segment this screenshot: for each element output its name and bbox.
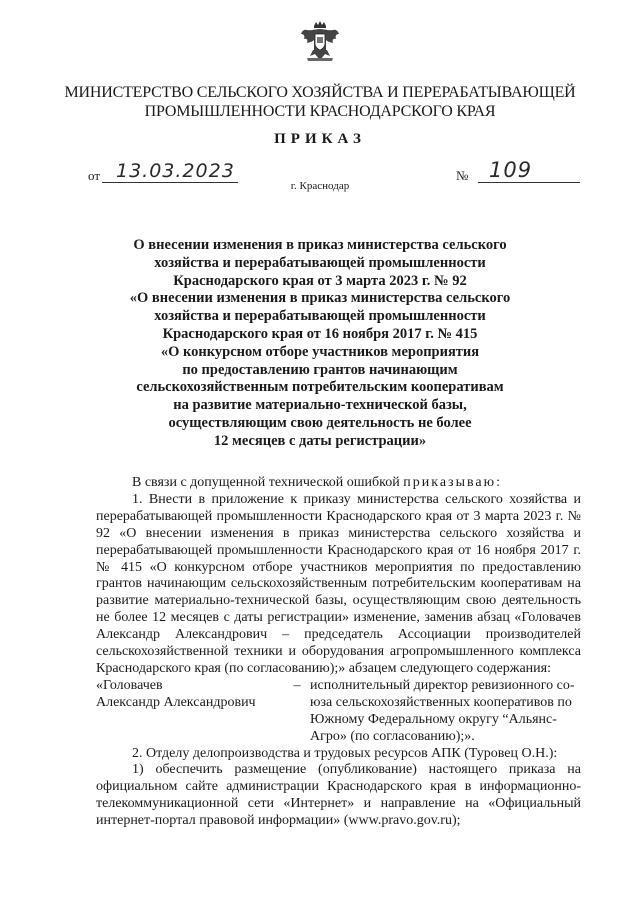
heading-line: Краснодарского края от 16 ноября 2017 г. № 415 — [162, 325, 478, 342]
representative-name-line-2: Александр Александрович — [96, 694, 256, 710]
ministry-line-2: ПРОМЫШЛЕННОСТИ КРАСНОДАРСКОГО КРАЯ — [144, 103, 496, 120]
role-line: Агро» (по согласованию);». — [310, 728, 475, 744]
heading-line: 12 месяцев с даты регистрации» — [213, 432, 427, 449]
role-line: юза сельскохозяйственных кооперативов по — [310, 694, 572, 710]
heading-line: хозяйства и перерабатывающей промышленности — [154, 254, 486, 271]
item-2-paragraph: 2. Отделу делопроизводства и трудовых ресурсов АПК (Туровец О.Н.): — [132, 745, 558, 761]
heading-line: хозяйства и перерабатывающей промышленности — [154, 308, 486, 325]
heading-line: «О внесении изменения в приказ министерства сельского — [129, 290, 511, 307]
representative-role — [310, 678, 581, 746]
heading-line: Краснодарского края от 3 марта 2023 г. № 92 — [173, 272, 467, 289]
role-line: исполнительный директор ревизионного со- — [310, 677, 575, 693]
number-value: 109 — [489, 158, 533, 182]
ministry-line-1: МИНИСТЕРСТВО СЕЛЬСКОГО ХОЗЯЙСТВА И ПЕРЕРАБАТЫВАЮЩЕЙ — [64, 84, 576, 101]
order-body — [96, 475, 581, 830]
number-prefix: № — [456, 168, 469, 183]
heading-line: «О конкурсном отборе участников мероприятия — [160, 343, 480, 360]
date-prefix: от — [88, 168, 101, 183]
heading-line: сельскохозяйственным потребительским кооперативам — [136, 379, 504, 396]
city: г. Краснодар — [290, 180, 350, 192]
intro-colon: : — [496, 475, 500, 490]
date-value: 13.03.2023 — [116, 160, 235, 182]
representative-dash: – — [293, 677, 301, 693]
heading-line: по предоставлению грантов начинающим — [182, 361, 458, 378]
coat-of-arms-icon — [299, 20, 341, 64]
ministry-name — [60, 83, 580, 121]
heading-line: О внесении изменения в приказ министерства сельского — [133, 237, 507, 253]
role-line: Южному Федеральному округу “Альянс- — [310, 711, 557, 727]
heading-line: осуществляющим свою деятельность не более — [168, 414, 472, 431]
intro-paragraph — [96, 475, 581, 492]
item-1-paragraph: 1. Внести в приложение к приказу министерства сельского хозяйства и перерабатывающей промышленности Краснодарского края от 3 марта 2023 г. № 92 «О внесении изменения в приказ министерства сельского хозяйства и перерабатывающей промышленности Краснодарского края от 16 ноября 2017 г. № 415 «О конкурсном отборе участников мероприятия по предоставлению грантов начинающим сельскохозяйственным потребительским кооперативам на развитие материально-технической базы, осуществляющим свою деятельность не более 12 месяцев с даты регистрации» изменение, заменив абзац «Головачев Александр Александрович – председатель Ассоциации производителей сельскохозяйственной техники и оборудования агропромышленного комплекса Краснодарского края (по согласованию);» абзацем следующего содержания: — [96, 491, 581, 676]
intro-text: В связи с допущенной технической ошибкой — [132, 475, 404, 490]
representative-entry — [96, 678, 581, 746]
item-2-1-paragraph: 1) обеспечить размещение (опубликование) настоящего приказа на официальном сайте администрации Краснодарского края в информационно-телекоммуникационной сети «Интернет» и направление на «Официальный интернет-портал правовой информации» (www.pravo.gov.ru); — [96, 762, 581, 829]
intro-command: приказываю — [403, 475, 497, 490]
representative-name-line-1: «Головачев — [96, 677, 163, 693]
representative-name — [96, 678, 284, 746]
order-title: ПРИКАЗ — [274, 131, 366, 147]
order-heading — [80, 237, 560, 451]
heading-line: на развитие материально-технической базы, — [173, 397, 467, 414]
